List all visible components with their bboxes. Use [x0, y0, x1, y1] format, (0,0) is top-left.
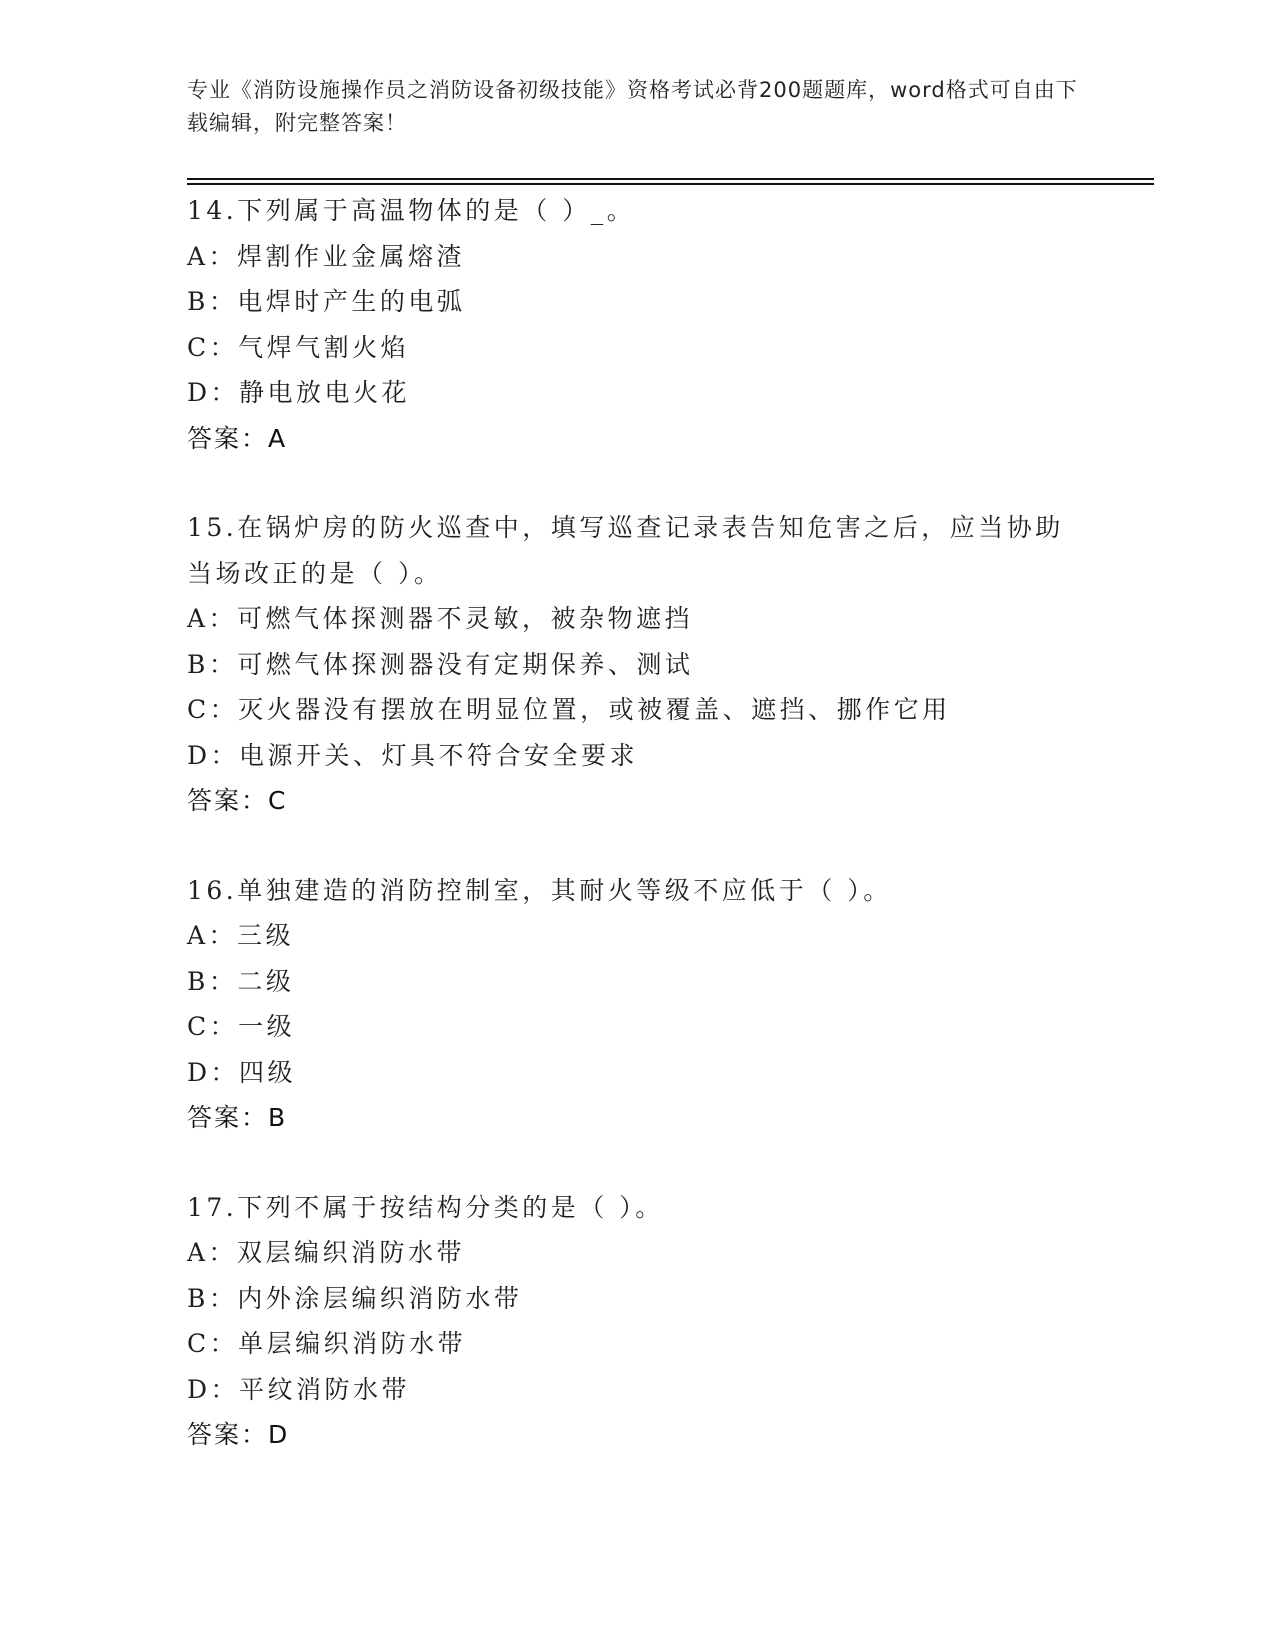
option-d: D：四级 — [187, 1057, 297, 1087]
question-14 — [187, 188, 1087, 461]
option-c: C：气焊气割火焰 — [187, 332, 410, 362]
question-text: 15.在锅炉房的防火巡查中，填写巡查记录表告知危害之后，应当协助当场改正的是（ ）。 — [187, 513, 1064, 588]
document-header: 专业《消防设施操作员之消防设备初级技能》资格考试必背200题题库，word格式可自由下载编辑，附完整答案！ — [187, 78, 1078, 135]
question-16 — [187, 868, 1087, 1141]
question-text: 17.下列不属于按结构分类的是（ ）。 — [187, 1192, 664, 1222]
answer: 答案：B — [187, 1103, 288, 1132]
option-a: A：双层编织消防水带 — [187, 1238, 466, 1267]
header-divider-top — [187, 178, 1154, 180]
answer: 答案：A — [187, 423, 288, 453]
option-a: A：三级 — [187, 921, 295, 950]
option-b: B：电焊时产生的电弧 — [187, 287, 466, 316]
option-a: A：焊割作业金属熔渣 — [187, 241, 466, 271]
option-d: D：电源开关、灯具不符合安全要求 — [187, 740, 639, 770]
option-c: C：单层编织消防水带 — [187, 1329, 467, 1358]
question-text: 14.下列属于高温物体的是（ ）_。 — [187, 196, 636, 225]
option-a: A：可燃气体探测器不灵敏，被杂物遮挡 — [187, 604, 694, 633]
option-b: B：二级 — [187, 966, 295, 996]
question-17 — [187, 1185, 1087, 1458]
question-15 — [187, 505, 1087, 824]
option-b: B：内外涂层编织消防水带 — [187, 1283, 523, 1313]
answer: 答案：D — [187, 1420, 290, 1449]
question-list — [187, 188, 1087, 1502]
option-b: B：可燃气体探测器没有定期保养、测试 — [187, 649, 694, 679]
option-c: C：灭火器没有摆放在明显位置，或被覆盖、遮挡、挪作它用 — [187, 695, 951, 724]
question-text: 16.单独建造的消防控制室，其耐火等级不应低于（ ）。 — [187, 875, 892, 905]
header-divider-bottom — [187, 183, 1154, 185]
option-d: D：平纹消防水带 — [187, 1374, 411, 1404]
option-c: C：一级 — [187, 1012, 296, 1041]
answer: 答案：C — [187, 786, 288, 815]
option-d: D：静电放电火花 — [187, 378, 411, 407]
